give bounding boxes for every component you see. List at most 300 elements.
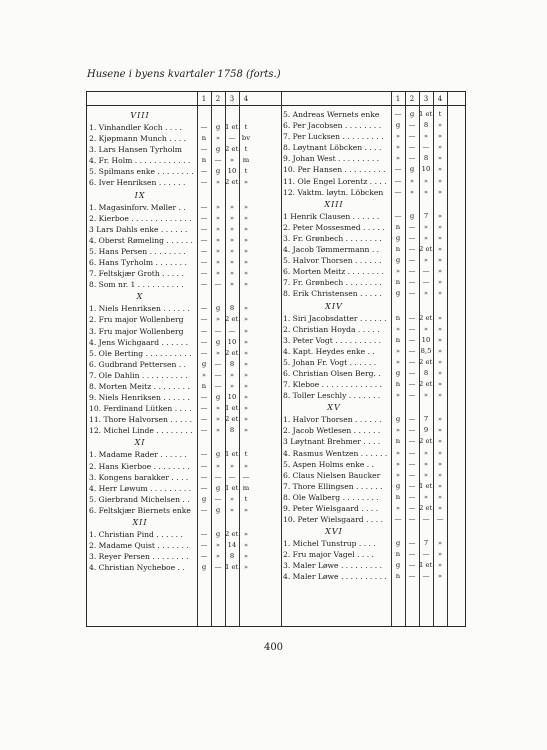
cell-col-1: — bbox=[200, 269, 208, 278]
cell-col-3: 7 bbox=[423, 539, 429, 548]
householder-name: 4. Christian Nycheboe . . bbox=[89, 563, 185, 573]
cell-col-2: » bbox=[215, 541, 221, 550]
householder-name: 4. Herr Løwum . . . . . . . . . bbox=[89, 483, 192, 493]
cell-col-4: » bbox=[437, 267, 443, 276]
cell-col-4: » bbox=[437, 233, 443, 242]
cell-col-2: — bbox=[408, 539, 416, 548]
cell-col-4: » bbox=[243, 563, 249, 572]
cell-col-3: » bbox=[423, 222, 429, 231]
householder-name: 6. Christian Olsen Berg. . bbox=[283, 368, 381, 378]
cell-col-1: n bbox=[395, 313, 401, 322]
cell-col-3: 1 et. bbox=[225, 483, 241, 492]
cell-col-3: 2 et. bbox=[419, 380, 435, 389]
section-heading: VIII bbox=[130, 111, 150, 120]
section-heading: XII bbox=[132, 518, 148, 527]
cell-col-4: » bbox=[437, 448, 443, 457]
col-header-3: 3 bbox=[229, 95, 235, 103]
cell-col-1: — bbox=[200, 202, 208, 211]
cell-col-4: — bbox=[436, 515, 444, 524]
householder-name: 11. Ole Engel Lorentz . . . . bbox=[283, 176, 387, 186]
cell-col-2: — bbox=[408, 550, 416, 559]
page-title: Husene i byens kvartaler 1758 (forts.) bbox=[87, 69, 281, 80]
page-number: 400 bbox=[263, 642, 284, 653]
cell-col-4: » bbox=[243, 381, 249, 390]
table-row bbox=[281, 346, 443, 357]
cell-col-3: 2 et. bbox=[225, 178, 241, 187]
cell-col-1: » bbox=[395, 154, 401, 163]
householder-name: 3. Kongens barakker . . . . bbox=[89, 472, 189, 482]
cell-col-3: » bbox=[229, 370, 235, 379]
householder-name: 5. Aspen Holms enke . . bbox=[283, 459, 374, 469]
cell-col-4: t bbox=[244, 494, 248, 503]
cell-col-4: » bbox=[243, 337, 249, 346]
cell-col-3: 1 et. bbox=[419, 561, 435, 570]
cell-col-3: 2 et. bbox=[419, 437, 435, 446]
cell-col-1: — bbox=[394, 211, 402, 220]
cell-col-3: 9 bbox=[423, 426, 429, 435]
cell-col-2: — bbox=[214, 359, 222, 368]
cell-col-2: — bbox=[408, 492, 416, 501]
cell-col-4: m bbox=[242, 156, 250, 165]
table-row bbox=[281, 571, 443, 582]
cell-col-2: — bbox=[408, 380, 416, 389]
cell-col-3: » bbox=[229, 156, 235, 165]
cell-col-2: g bbox=[215, 145, 221, 154]
cell-col-3: » bbox=[229, 494, 235, 503]
householder-name: 4. Jens Wichgaard . . . . . . bbox=[89, 337, 189, 347]
householder-name: 5. Ole Berting . . . . . . . . . . bbox=[89, 348, 192, 358]
table-row bbox=[281, 379, 443, 390]
cell-col-4: » bbox=[243, 393, 249, 402]
table-row bbox=[87, 326, 249, 337]
cell-col-1: — bbox=[200, 415, 208, 424]
table-row bbox=[281, 335, 443, 346]
cell-col-4: » bbox=[437, 504, 443, 512]
table-row bbox=[87, 202, 249, 213]
table-row bbox=[87, 414, 249, 425]
cell-col-4: » bbox=[243, 326, 249, 335]
table-row bbox=[281, 153, 443, 164]
cell-col-1: g bbox=[395, 233, 401, 242]
cell-col-3: 2 et. bbox=[225, 145, 241, 154]
cell-col-1: — bbox=[200, 326, 208, 335]
householder-name: 8. Toller Leschly . . . . . . . bbox=[283, 391, 381, 401]
table-row bbox=[281, 244, 443, 255]
table-row bbox=[281, 233, 443, 244]
cell-col-2: — bbox=[408, 267, 416, 276]
cell-col-2: » bbox=[215, 348, 221, 357]
cell-col-4: » bbox=[437, 165, 443, 174]
cell-col-1: — bbox=[200, 472, 208, 481]
cell-col-4: » bbox=[437, 154, 443, 163]
cell-col-2: — bbox=[214, 563, 222, 572]
cell-col-2: — bbox=[408, 222, 416, 231]
table-row bbox=[281, 436, 443, 447]
table-row bbox=[87, 425, 249, 436]
cell-col-3: » bbox=[423, 233, 429, 242]
cell-col-4: » bbox=[437, 415, 443, 424]
cell-col-2: — bbox=[408, 459, 416, 468]
householder-name: 9. Johan West . . . . . . . . . bbox=[283, 154, 380, 164]
cell-col-1: — bbox=[394, 176, 402, 185]
cell-col-4: » bbox=[437, 481, 443, 490]
cell-col-3: 14 bbox=[227, 541, 237, 550]
cell-col-1: g bbox=[395, 415, 401, 424]
section-heading: XV bbox=[327, 403, 341, 413]
table-row bbox=[87, 314, 249, 325]
cell-col-1: — bbox=[200, 280, 208, 289]
cell-col-1: » bbox=[395, 459, 401, 468]
cell-col-3: — bbox=[422, 572, 430, 581]
householder-name: 3. Fr. Grønbech . . . . . . . . bbox=[283, 233, 382, 243]
cell-col-2: — bbox=[214, 370, 222, 379]
cell-col-3: 8 bbox=[229, 552, 235, 561]
cell-col-2: — bbox=[408, 121, 416, 130]
cell-col-3: — bbox=[422, 515, 430, 524]
table-row bbox=[87, 337, 249, 348]
householder-name: 7. Per Lucksen . . . . . . . . . bbox=[283, 132, 384, 142]
cell-col-1: — bbox=[200, 167, 208, 176]
section-heading: XIII bbox=[324, 199, 344, 209]
cell-col-4: » bbox=[243, 258, 249, 267]
table-row bbox=[281, 425, 443, 436]
table-row bbox=[281, 492, 443, 503]
householder-name: 4. Jacob Tømmermann . . bbox=[283, 245, 380, 255]
cell-col-2: » bbox=[215, 224, 221, 233]
householder-name: 2. Jacob Wetlesen . . . . . . bbox=[283, 426, 381, 436]
cell-col-3: 1 et. bbox=[225, 404, 241, 413]
cell-col-3: » bbox=[423, 289, 429, 298]
cell-col-1: n bbox=[395, 222, 401, 231]
cell-col-3: » bbox=[229, 246, 235, 255]
cell-col-3: 8 bbox=[229, 304, 235, 313]
cell-col-3: » bbox=[229, 269, 235, 278]
cell-col-4: » bbox=[437, 132, 443, 141]
cell-col-4: » bbox=[243, 505, 249, 514]
householder-name: 6. Iver Henriksen . . . . . . bbox=[89, 178, 186, 188]
cell-col-1: — bbox=[200, 426, 208, 435]
cell-col-2: — bbox=[408, 448, 416, 457]
householder-name: 3. Lars Hansen Tyrholm bbox=[89, 145, 182, 155]
householder-name: 4. Kapt. Heydes enke . . bbox=[283, 346, 375, 356]
table-row bbox=[87, 155, 250, 166]
cell-col-4: » bbox=[243, 530, 249, 538]
section-heading: XVI bbox=[325, 527, 343, 537]
householder-name: 9. Niels Henriksen . . . . . . bbox=[89, 393, 190, 403]
householder-name: 1. Christian Pind . . . . . . bbox=[89, 530, 183, 539]
table-row bbox=[281, 211, 443, 222]
householder-name: 3. Fru major Wollenberg bbox=[89, 326, 184, 336]
cell-col-1: — bbox=[200, 337, 208, 346]
cell-col-1: — bbox=[200, 552, 208, 561]
cell-col-2: — bbox=[408, 437, 416, 446]
cell-col-2: g bbox=[215, 304, 221, 313]
cell-col-4: » bbox=[437, 121, 443, 130]
cell-col-1: — bbox=[200, 178, 208, 187]
householder-name: 6. Feltskjær Biernets enke bbox=[89, 505, 191, 515]
cell-col-1: g bbox=[395, 539, 401, 548]
table-row bbox=[87, 551, 249, 562]
table-row bbox=[281, 503, 443, 514]
table-row bbox=[87, 392, 249, 403]
cell-col-1: » bbox=[395, 391, 401, 400]
col-header-2: 2 bbox=[215, 95, 221, 103]
cell-col-1: — bbox=[200, 235, 208, 244]
householder-name: 10. Peter Wielsgaard . . . . bbox=[283, 515, 383, 525]
houses-table bbox=[86, 91, 466, 627]
cell-col-1: » bbox=[395, 132, 401, 141]
cell-col-3: — bbox=[422, 267, 430, 276]
cell-col-2: » bbox=[215, 134, 221, 143]
cell-col-2: — bbox=[408, 504, 416, 512]
householder-name: 8. Som nr. 1 . . . . . . . . . . bbox=[89, 280, 184, 290]
cell-col-1: n bbox=[395, 437, 401, 446]
householder-name: 3. Peter Vogt . . . . . . . . . . bbox=[283, 335, 382, 345]
householder-name: 4. Oberst Rømeling . . . . . . bbox=[89, 235, 193, 245]
section-heading: XI bbox=[134, 438, 146, 448]
householder-name: 4. Maler Løwe . . . . . . . . . . bbox=[283, 572, 387, 582]
cell-col-2: — bbox=[408, 324, 416, 333]
cell-col-4: » bbox=[437, 391, 443, 400]
cell-col-2: — bbox=[408, 245, 416, 254]
householder-name: 5. Andreas Wernets enke bbox=[283, 110, 380, 119]
cell-col-3: » bbox=[423, 132, 429, 141]
cell-col-2: » bbox=[215, 178, 221, 187]
cell-col-3: » bbox=[229, 505, 235, 514]
householder-name: 2. Fru major Wollenberg bbox=[89, 315, 184, 325]
cell-col-3: — bbox=[422, 143, 430, 152]
cell-col-1: — bbox=[200, 224, 208, 233]
cell-col-4: » bbox=[243, 404, 249, 413]
cell-col-3: » bbox=[423, 324, 429, 333]
table-row bbox=[87, 144, 248, 155]
cell-col-2: — bbox=[214, 381, 222, 390]
cell-col-2: — bbox=[408, 256, 416, 265]
cell-col-2: » bbox=[215, 415, 221, 424]
cell-col-2: — bbox=[214, 280, 222, 289]
cell-col-3: 1 et. bbox=[225, 563, 241, 572]
cell-col-2: — bbox=[408, 143, 416, 152]
cell-col-2: » bbox=[215, 461, 221, 470]
cell-col-1: » bbox=[395, 504, 401, 512]
cell-col-2: g bbox=[409, 165, 415, 174]
householder-name: 6. Claus Nielsen Baucker bbox=[283, 470, 381, 480]
cell-col-1: n bbox=[395, 380, 401, 389]
cell-col-4: bv bbox=[241, 134, 251, 143]
cell-col-2: — bbox=[408, 154, 416, 163]
cell-col-1: — bbox=[200, 393, 208, 402]
table-row bbox=[281, 288, 443, 299]
cell-col-4: » bbox=[437, 459, 443, 468]
cell-col-4: » bbox=[437, 426, 443, 435]
cell-col-1: » bbox=[395, 267, 401, 276]
cell-col-2: g bbox=[215, 530, 221, 538]
cell-col-1: n bbox=[395, 335, 401, 344]
col-header-3: 3 bbox=[423, 95, 429, 103]
householder-name: 2. Christian Hoyda . . . . . bbox=[283, 324, 380, 334]
cell-col-3: 8 bbox=[229, 359, 235, 368]
cell-col-4: » bbox=[437, 492, 443, 501]
householder-name: 12. Vaktm. løytn. Löbcken bbox=[283, 187, 384, 197]
cell-col-4: t bbox=[244, 145, 248, 154]
cell-col-1: — bbox=[200, 304, 208, 313]
householder-name: 1. Madame Rader . . . . . . bbox=[89, 450, 187, 460]
cell-col-3: » bbox=[423, 448, 429, 457]
cell-col-3: 10 bbox=[227, 393, 237, 402]
householder-name: 4. Fr. Holm . . . . . . . . . . . . bbox=[89, 156, 191, 166]
table-row bbox=[281, 176, 443, 187]
householder-name: 2. Hans Kierboe . . . . . . . . bbox=[89, 461, 190, 471]
householder-name: 9. Peter Wielsgaard . . . . bbox=[283, 504, 379, 513]
cell-col-1: » bbox=[395, 448, 401, 457]
cell-col-4: » bbox=[437, 368, 443, 377]
cell-col-1: — bbox=[200, 461, 208, 470]
cell-col-1: g bbox=[395, 561, 401, 570]
cell-col-1: — bbox=[200, 145, 208, 154]
table-row bbox=[87, 505, 249, 516]
cell-col-2: g bbox=[215, 483, 221, 492]
cell-col-3: 8 bbox=[423, 368, 429, 377]
table-row bbox=[87, 562, 249, 573]
householder-name: 1. Halvor Thorsen . . . . . . bbox=[283, 415, 382, 425]
table-row bbox=[281, 222, 443, 233]
householder-name: 1. Michel Tunstrup . . . . bbox=[283, 539, 376, 549]
cell-col-3: 2 et. bbox=[419, 504, 435, 512]
householder-name: 8. Ole Walberg . . . . . . . . bbox=[283, 492, 379, 502]
cell-col-3: 8 bbox=[423, 154, 429, 163]
table-row bbox=[87, 540, 249, 551]
cell-col-4: m bbox=[242, 483, 250, 492]
cell-col-2: — bbox=[214, 156, 222, 165]
householder-name: 1. Siri Jacobsdatter . . . . . . bbox=[283, 313, 387, 323]
table-row bbox=[281, 142, 443, 153]
cell-col-2: » bbox=[215, 269, 221, 278]
cell-col-2: » bbox=[215, 404, 221, 413]
table-row bbox=[87, 370, 249, 381]
cell-col-3: 10 bbox=[227, 167, 237, 176]
cell-col-3: — bbox=[228, 472, 236, 481]
section-heading: XIV bbox=[325, 301, 343, 311]
cell-col-3: » bbox=[229, 235, 235, 244]
table-row bbox=[87, 359, 249, 370]
cell-col-1: — bbox=[200, 450, 208, 459]
cell-col-1: — bbox=[394, 165, 402, 174]
cell-col-4: » bbox=[243, 359, 249, 368]
cell-col-1: — bbox=[200, 404, 208, 413]
table-row bbox=[87, 494, 248, 505]
table-row bbox=[281, 357, 443, 368]
cell-col-1: g bbox=[395, 481, 401, 490]
table-row bbox=[87, 472, 250, 483]
cell-col-3: 7 bbox=[423, 415, 429, 424]
cell-col-3: 2 et. bbox=[419, 245, 435, 254]
cell-col-2: » bbox=[215, 202, 221, 211]
cell-col-4: » bbox=[437, 187, 443, 196]
cell-col-3: — bbox=[422, 278, 430, 287]
householder-name: 7. Thore Ellingsen . . . . . . bbox=[283, 481, 383, 491]
cell-col-4: » bbox=[437, 289, 443, 298]
householder-name: 5. Johan Fr. Vogt . . . . . . bbox=[283, 357, 377, 367]
cell-col-4: » bbox=[243, 304, 249, 313]
table-row bbox=[87, 381, 249, 392]
table-row bbox=[87, 279, 249, 290]
table-row bbox=[281, 560, 443, 571]
householder-name: 6. Per Jacobsen . . . . . . . . bbox=[283, 121, 382, 131]
cell-col-2: » bbox=[215, 426, 221, 435]
cell-col-2: g bbox=[215, 123, 221, 131]
cell-col-1: n bbox=[395, 492, 401, 501]
table-row bbox=[87, 133, 251, 144]
cell-col-1: — bbox=[200, 483, 208, 492]
cell-col-4: » bbox=[437, 346, 443, 355]
header-rule bbox=[87, 105, 465, 106]
cell-col-3: — bbox=[422, 550, 430, 559]
householder-name: 7. Ole Dahlin . . . . . . . . . . bbox=[89, 370, 188, 380]
cell-col-1: — bbox=[200, 530, 208, 538]
cell-col-1: g bbox=[201, 494, 207, 503]
cell-col-1: — bbox=[394, 110, 402, 118]
table-row bbox=[87, 257, 249, 268]
householder-name: 10. Ferdinand Lütken . . . . bbox=[89, 404, 192, 414]
householder-name: 7. Kleboe . . . . . . . . . . . . . bbox=[283, 380, 382, 390]
cell-col-2: — bbox=[408, 572, 416, 581]
cell-col-1: — bbox=[200, 315, 208, 324]
cell-col-4: » bbox=[437, 437, 443, 446]
cell-col-1: » bbox=[395, 357, 401, 366]
cell-col-4: » bbox=[437, 539, 443, 548]
table-row bbox=[87, 403, 249, 414]
cell-col-3: — bbox=[228, 326, 236, 335]
cell-col-2: g bbox=[409, 211, 415, 220]
cell-col-2: » bbox=[215, 213, 221, 222]
householder-name: 5. Spilmans enke . . . . . . . . bbox=[89, 167, 194, 177]
cell-col-2: — bbox=[408, 368, 416, 377]
table-row bbox=[281, 266, 443, 277]
table-row bbox=[87, 483, 250, 494]
householder-name: 2. Kjøpmann Munch . . . . bbox=[89, 134, 187, 144]
cell-col-4: » bbox=[437, 561, 443, 570]
householder-name: 1. Niels Henriksen . . . . . . bbox=[89, 304, 190, 314]
table-row bbox=[87, 246, 249, 257]
householder-name: 2. Madame Quist . . . . . . . bbox=[89, 541, 189, 551]
cell-col-1: — bbox=[394, 515, 402, 524]
cell-col-3: 10 bbox=[421, 335, 431, 344]
cell-col-2: — bbox=[408, 278, 416, 287]
cell-col-2: — bbox=[214, 494, 222, 503]
householder-name: 1. Magasinforv. Møller . . bbox=[89, 202, 186, 212]
householder-name: 8. Erik Christensen . . . . . bbox=[283, 289, 382, 299]
table-row bbox=[87, 461, 249, 472]
cell-col-1: g bbox=[201, 359, 207, 368]
table-row bbox=[281, 313, 443, 324]
cell-col-2: — bbox=[408, 561, 416, 570]
cell-col-1: — bbox=[200, 246, 208, 255]
cell-col-3: » bbox=[423, 470, 429, 479]
cell-col-2: — bbox=[408, 357, 416, 366]
cell-col-4: » bbox=[437, 222, 443, 231]
cell-col-1: — bbox=[200, 123, 208, 131]
cell-col-4: » bbox=[243, 541, 249, 550]
cell-col-4: » bbox=[243, 202, 249, 211]
cell-col-4: » bbox=[437, 143, 443, 152]
cell-col-3: » bbox=[423, 187, 429, 196]
table-row bbox=[281, 514, 444, 525]
cell-col-2: g bbox=[215, 393, 221, 402]
cell-col-4: t bbox=[244, 167, 248, 176]
table-row bbox=[281, 324, 443, 335]
cell-col-1: » bbox=[395, 470, 401, 479]
cell-col-4: » bbox=[243, 370, 249, 379]
